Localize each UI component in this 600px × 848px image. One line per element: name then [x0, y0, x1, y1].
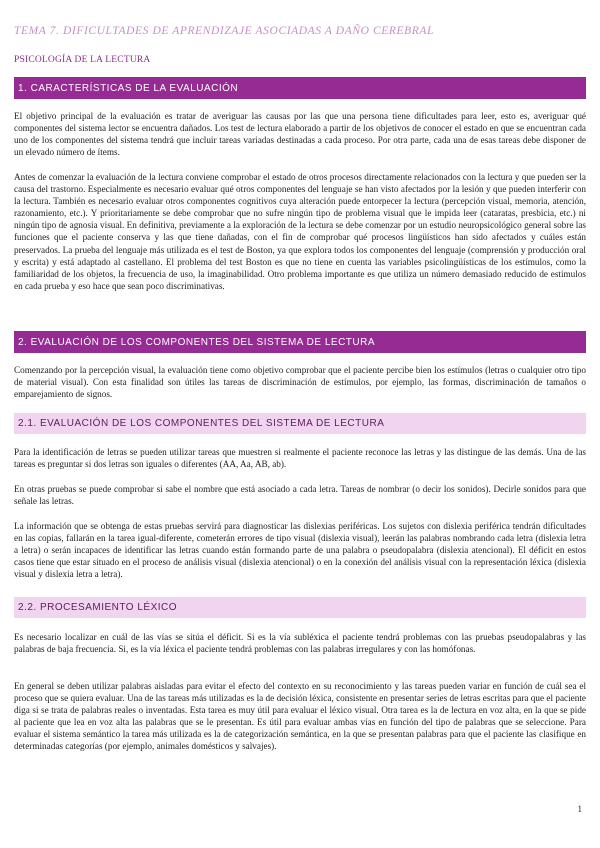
section-2-paragraph-1: Comenzando por la percepción visual, la evaluación tiene como objetivo comprobar que el paciente percibe bien los estímulos (letras o cualquier otro tipo de material visual). Con esta finalidad son útiles las tareas de discriminación de estímulos, por ejemplo, las formas, discriminación de tamaños o emparejamiento de signos. — [14, 365, 586, 400]
section-2-1-heading: 2.1. EVALUACIÓN DE LOS COMPONENTES DEL SISTEMA DE LECTURA — [14, 413, 586, 434]
section-2-2-paragraph-2: En general se deben utilizar palabras aisladas para evitar el efecto del contexto en su reconocimiento y las tareas pueden variar en función de cuál sea el proceso que se quiera evaluar. Una de las tareas más utilizadas es la de decisión léxica, consistente en presentar series de letras escritas para que el paciente diga si se trata de palabras reales o inventadas. Esta tarea es muy útil para evaluar el léxico visual. Otra tarea es la de lectura en voz alta, en la que se pide al paciente que lea en voz alta las palabras que se le presentan. Es útil para evaluar ambas vías en función del tipo de palabras que se seleccione. Para evaluar el sistema semántico la tarea más utilizada es la de categorización semántica, en la que se presentan palabras para que el paciente las clasifique en determinadas categorías (por ejemplo, animales domésticos y salvajes). — [14, 681, 586, 752]
subject-label: PSICOLOGÍA DE LA LECTURA — [14, 55, 151, 65]
page-number: 1 — [577, 804, 582, 814]
section-2-2-paragraph-1: Es necesario localizar en cuál de las vías se sitúa el déficit. Si es la vía subléxica el paciente tendrá problemas con las pruebas pseudopalabras y las palabras de baja frecuencia. Si, es la vía léxica el paciente tendrá problemas con las palabras irregulares y con las homófonas. — [14, 632, 586, 655]
section-2-1-paragraph-2: En otras pruebas se puede comprobar si sabe el nombre que está asociado a cada letra. Tareas de nombrar (o decir los sonidos). Decirle sonidos para que señale las letras. — [14, 484, 586, 507]
section-2-1-paragraph-3: La información que se obtenga de estas pruebas servirá para diagnosticar las dislexias periféricas. Los sujetos con dislexia periférica tendrán dificultades en las copias, fallarán en la tarea igual-diferente, cometerán errores de tipo visual (dislexia visual), leerán las palabras nombrando cada letra (dislexia letra a letra) o serán incapaces de identificar las letras cuando están formando parte de una palabra o pseudopalabra (dislexia atencional). El déficit en estos casos tiene que estar situado en el proceso de análisis visual (dislexia atencional) o en la conexión del análisis visual con la representación léxica (dislexia visual y dislexia letra a letra). — [14, 521, 586, 580]
section-2-heading: 2. EVALUACIÓN DE LOS COMPONENTES DEL SISTEMA DE LECTURA — [14, 331, 586, 353]
section-2-2-heading: 2.2. PROCESAMIENTO LÉXICO — [14, 597, 586, 618]
section-1-paragraph-2: Antes de comenzar la evaluación de la lectura conviene comprobar el estado de otros procesos directamente relacionados con la lectura y que pueden ser la causa del trastorno. Especialmente es necesario evaluar qué otros componentes del lenguaje se han visto afectados por la lesión y que pueden interferir con la lectura. También es necesario evaluar otros componentes cognitivos cuya alteración puede entorpecer la lectura (percepción visual, memoria, atención, razonamiento, etc.). Y prioritariamente se debe comprobar que no sufre ningún tipo de problema visual que le impida leer (cataratas, presbicia, etc.) ni ningún tipo de agnosia visual. En definitiva, previamente a la exploración de la lectura se debe comenzar por un estudio neuropsicológico general sobre las funciones que el paciente conserva y las que tiene dañadas, con el fin de comprobar qué procesos lingüísticos han sido afectados y cuáles están preservados. La prueba del lenguaje más utilizada es el test de Boston, ya que explora todos los componentes del lenguaje (comprensión y producción oral y escrita) y está adaptado al castellano. El problema del test Boston es que no tiene en cuenta las variables psicolingüísticas de los estímulos, como la familiaridad de los objetos, la frecuencia de uso, la imaginabilidad. Otro problema importante es que utiliza un número demasiado reducido de estímulos en cada prueba y eso hace que sean poco discriminativas. — [14, 172, 586, 291]
document-title: TEMA 7. DIFICULTADES DE APRENDIZAJE ASOCIADAS A DAÑO CEREBRAL — [14, 25, 434, 37]
section-2-1-paragraph-1: Para la identificación de letras se pueden utilizar tareas que muestren si realmente el paciente reconoce las letras y las distingue de las demás. Una de las tareas es preguntar si dos letras son iguales o diferentes (AA, Aa, AB, ab). — [14, 447, 586, 470]
section-1-paragraph-1: El objetivo principal de la evaluación es tratar de averiguar las causas por las que una persona tiene dificultades para leer, esto es, averiguar qué componentes del sistema lector se encuentra dañados. Los test de lectura elaborado a partir de los objetivos de conocer el estado en que se encuentran cada uno de los componentes del sistema tendrá que incluir tareas variadas destinadas a cada proceso. Por otra parte, cada una de esas tareas debe disponer de un elevado número de ítems. — [14, 111, 586, 158]
section-1-heading: 1. CARACTERÍSTICAS DE LA EVALUACIÓN — [14, 77, 586, 99]
